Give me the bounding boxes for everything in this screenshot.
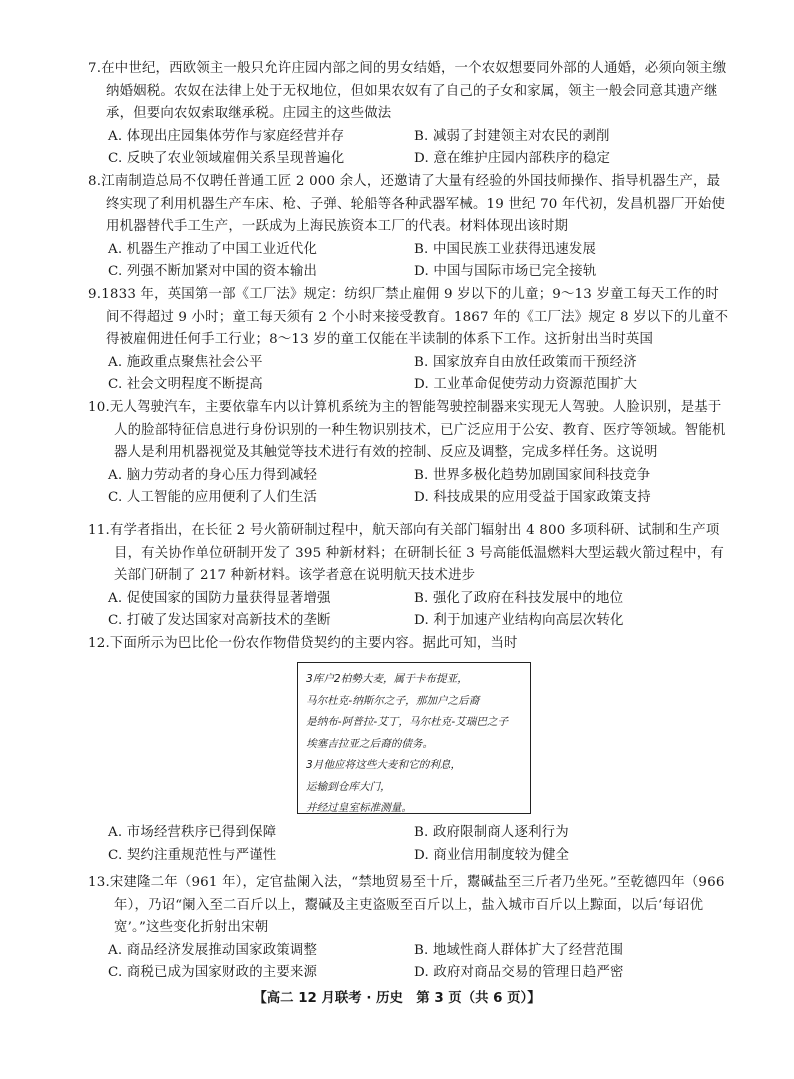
question-number: 13. [88, 875, 110, 890]
option-a: A. 脑力劳动者的身心压力得到减轻 [108, 467, 318, 483]
option-c: C. 社会文明程度不断提高 [108, 377, 263, 392]
option-c: C. 反映了农业领域雇佣关系呈现普遍化 [108, 151, 345, 166]
question-stem: 下面所示为巴比伦一份农作物借贷契约的主要内容。据此可知，当时 [109, 636, 518, 651]
contract-line: 3月他应将这些大麦和它的利息， [306, 759, 462, 771]
option-a: A. 促使国家的国防力量获得显著增强 [108, 590, 331, 606]
option-d: D. 意在维护庄园内部秩序的稳定 [414, 151, 611, 166]
question-number: 7. [88, 61, 102, 76]
option-b: B. 地域性商人群体扩大了经营范围 [414, 942, 624, 958]
option-d: D. 科技成果的应用受益于国家政策支持 [414, 490, 651, 505]
option-d: D. 政府对商品交易的管理日趋严密 [414, 965, 624, 980]
question-stem: 1833 年，英国第一部《工厂法》规定：纺织厂禁止雇佣 9 岁以下的儿童；9～13 岁童工每天工作的时间不得超过 9 小时；童工每天须有 2 个小时来接受教育。1867 年的《工厂法》规定 8 岁以下的儿童不得被雇佣进任何手工行业；8～13 岁的童工仅能在半读制的体系下工作。这折射出当时英国 [101, 287, 729, 347]
options [88, 822, 730, 867]
option-d: D. 工业革命促使劳动力资源范围扩大 [414, 377, 638, 392]
option-b: B. 减弱了封建领主对农民的剥削 [414, 128, 610, 144]
option-d: D. 商业信用制度较为健全 [414, 847, 570, 863]
question-stem: 无人驾驶汽车，主要依靠车内以计算机系统为主的智能驾驶控制器来实现无人驾驶。人脸识别，是基于人的脸部特征信息进行身份识别的一种生物识别技术，已广泛应用于公安、教育、医疗等领域。智能机器人是利用机器视觉及其触觉等技术进行有效的控制、反应及调整，完成多样任务。这说明 [109, 400, 726, 460]
question-stem: 宋建隆二年（961 年），定官盐阑入法，“禁地贸易至十斤，鬻碱盐至三斤者乃坐死。”至乾德四年（966 年），乃诏“阑入至二百斤以上，鬻碱及主吏盗贩至百斤以上，盐入城市百斤以上黥面，以后‘每诏优宽’。”这些变化折射出宋朝 [109, 875, 725, 935]
contract-box [297, 662, 531, 814]
question-number: 9. [88, 287, 102, 302]
options [88, 940, 730, 985]
option-b: B. 政府限制商人逐利行为 [414, 825, 569, 840]
option-b: B. 强化了政府在科技发展中的地位 [414, 590, 624, 606]
option-c: C. 打破了发达国家对高新技术的垄断 [108, 613, 331, 628]
options [88, 352, 730, 397]
option-a: A. 机器生产推动了中国工业近代化 [108, 241, 318, 257]
question-number: 12. [88, 636, 110, 651]
option-b: B. 中国民族工业获得迅速发展 [414, 241, 597, 257]
option-c: C. 人工智能的应用便利了人们生活 [108, 490, 318, 505]
question-12 [88, 633, 730, 656]
question-13 [88, 872, 730, 985]
options [88, 126, 730, 171]
question-stem: 在中世纪，西欧领主一般只允许庄园内部之间的男女结婚，一个农奴想要同外部的人通婚，必须向领主缴纳婚姻税。农奴在法律上处于无权地位，但如果农奴有了自己的子女和家属，领主一般会同意其遗产继承，但要向农奴索取继承税。庄园主的这些做法 [101, 61, 727, 121]
options [88, 465, 730, 510]
contract-line: 是纳布-阿普拉-艾丁，马尔杜克-艾瑞巴之子 [306, 716, 509, 728]
option-a: A. 市场经营秩序已得到保障 [108, 825, 277, 840]
question-11 [88, 520, 730, 633]
option-d: D. 中国与国际市场已完全接轨 [414, 264, 597, 279]
question-10 [88, 397, 730, 510]
option-a: A. 体现出庄园集体劳作与家庭经营并存 [108, 128, 345, 144]
option-c: C. 列强不断加紧对中国的资本输出 [108, 264, 318, 279]
question-12-options [88, 822, 730, 867]
option-c: C. 商税已成为国家财政的主要来源 [108, 965, 318, 980]
question-7 [88, 58, 730, 171]
option-a: A. 施政重点聚焦社会公平 [108, 354, 263, 370]
option-a: A. 商品经济发展推动国家政策调整 [108, 942, 318, 958]
option-b: B. 世界多极化趋势加剧国家间科技竞争 [414, 467, 651, 483]
question-number: 10. [88, 400, 110, 415]
question-stem: 江南制造总局不仅聘任普通工匠 2 000 余人，还邀请了大量有经验的外国技师操作、指导机器生产，最终实现了利用机器生产车床、枪、子弹、轮船等各种武器军械。19 世纪 70 年代初，发昌机器厂开始使用机器替代手工生产，一跃成为上海民族资本工厂的代表。材料体现出该时期 [101, 174, 726, 234]
options [88, 239, 730, 284]
contract-line: 3库户2柏勢大麦，属于卡布提亚， [306, 673, 468, 685]
contract-line: 马尔杜克-纳斯尔之子，那加户之后裔 [306, 694, 480, 707]
option-d: D. 利于加速产业结构向高层次转化 [414, 613, 624, 628]
question-number: 11. [88, 523, 110, 538]
options [88, 588, 730, 633]
question-9 [88, 284, 730, 397]
page-footer: 【高二 12 月联考 · 历史 第 3 页（共 6 页）】 [253, 991, 541, 1006]
option-b: B. 国家放弃自由放任政策而干预经济 [414, 354, 637, 370]
question-number: 8. [88, 174, 102, 189]
question-8 [88, 171, 730, 284]
option-c: C. 契约注重规范性与严谨性 [108, 847, 277, 863]
question-stem: 有学者指出，在长征 2 号火箭研制过程中，航天部向有关部门辐射出 4 800 多项科研、试制和生产项目，有关协作单位研制开发了 395 种新材料；在研制长征 3 号高能低温燃料大型运载火箭过程中，有关部门研制了 217 种新材料。该学者意在说明航天技术进步 [109, 523, 724, 583]
contract-line: 并经过皇室标准测量。 [306, 802, 412, 814]
contract-line: 运输到仓库大门， [306, 780, 391, 793]
contract-line: 埃塞吉拉亚之后裔的债务。 [306, 737, 434, 750]
